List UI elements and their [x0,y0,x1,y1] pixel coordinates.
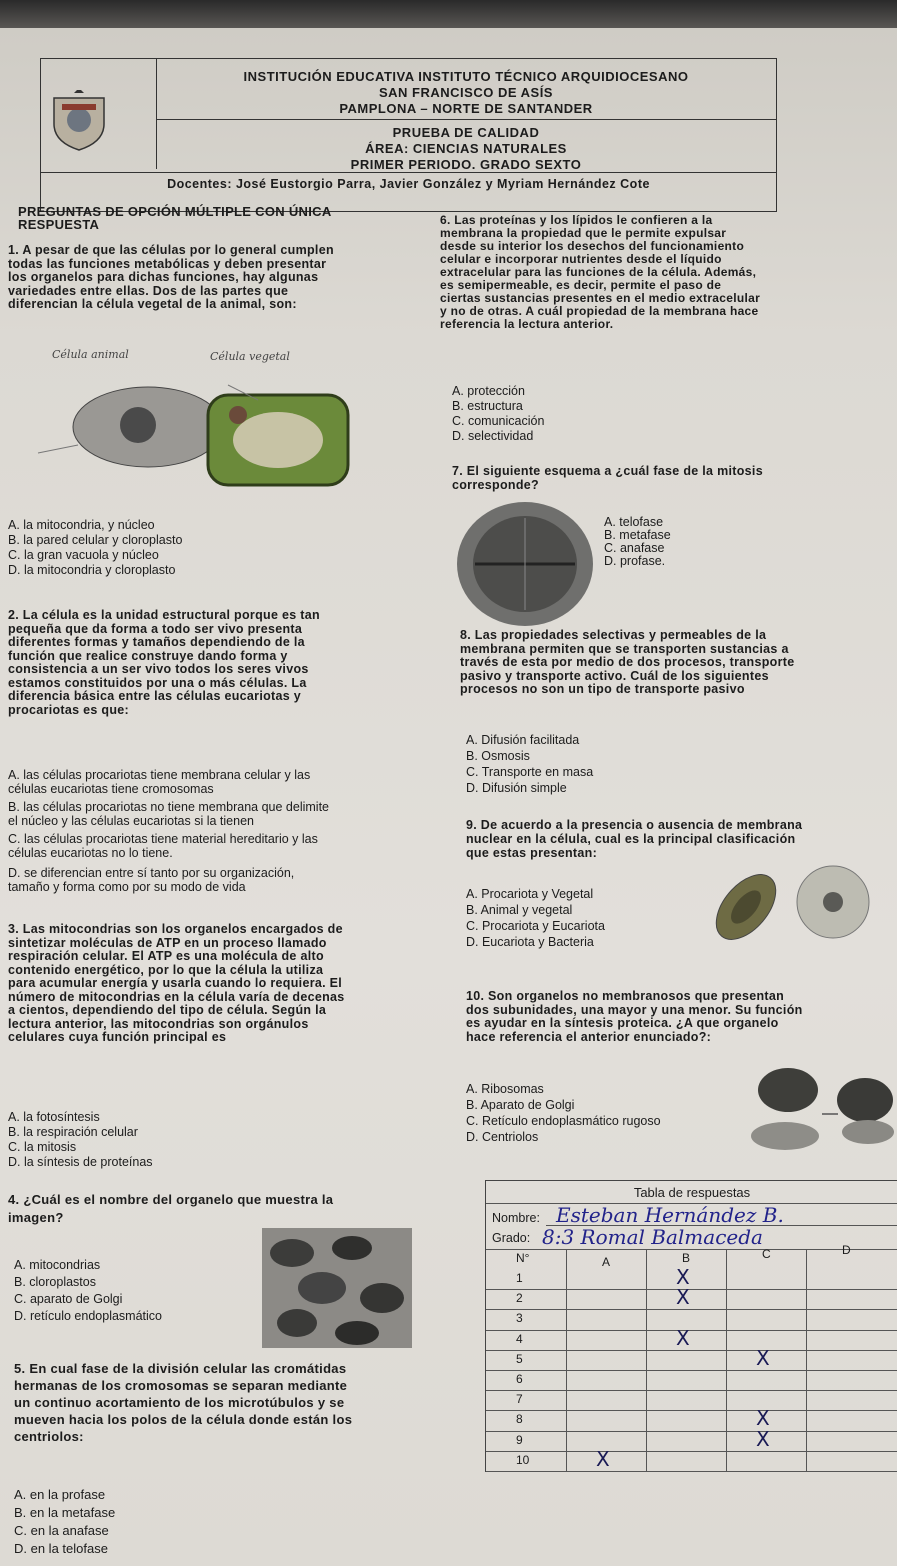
q8-option-c[interactable]: C. Transporte en masa [466,765,594,779]
grade-label: Grado: [492,1231,531,1245]
q6-option-c[interactable]: C. comunicación [452,414,545,428]
answer-row-number: 8 [516,1412,523,1427]
q2-option-d[interactable]: D. se diferencian entre sí tanto por su organización, [8,866,295,880]
q3-option-a[interactable]: A. la fotosíntesis [8,1110,100,1124]
answer-table-title: Tabla de respuestas [633,1185,751,1200]
answer-mark[interactable]: X [756,1406,770,1431]
answer-row-number: 2 [516,1291,523,1306]
q9-option-c[interactable]: C. Procariota y Eucariota [466,919,605,933]
header-test: PRUEBA DE CALIDAD [392,125,540,140]
answer-row-rule [486,1451,897,1452]
q9-option-d[interactable]: D. Eucariota y Bacteria [466,935,594,949]
instructions-title: PREGUNTAS DE OPCIÓN MÚLTIPLE CON ÚNICA [18,204,332,219]
q2-option-a-cont: células eucariotas tiene cromosomas [8,782,214,796]
mitosis-diagram-image [445,498,605,638]
question-7-text: 7. El siguiente esquema a ¿cuál fase de la mitosis corresponde? [452,464,763,492]
answer-mark[interactable]: X [756,1345,770,1370]
answer-table-col-line [726,1249,727,1471]
grade-value[interactable]: 8:3 Romal Balmaceda [542,1225,763,1249]
answer-table-rule [486,1249,897,1250]
answer-row-rule [486,1309,897,1310]
answer-table-col-line [646,1249,647,1471]
q4-option-c[interactable]: C. aparato de Golgi [14,1292,123,1306]
question-1-text: 1. A pesar de que las células por lo general cumplen todas las funciones metabólicas y deben presentar los organelos para dichas funciones, hay algunas variedades entre ellas. Dos de las partes que diferencian la célula vegetal de la animal, son: [8,243,334,311]
question-8-text: 8. Las propiedades selectivas y permeables de la membrana permiten que se transporten sustancias a través de esta por medio de dos procesos, transporte pasivo y transporte activo. Cuál de los siguientes procesos no son un tipo de transporte pasivo [460,628,795,696]
answer-row-rule [486,1471,897,1472]
answer-mark[interactable]: X [676,1325,690,1350]
answer-row-number: 6 [516,1372,523,1386]
header-divider [41,172,776,173]
col-header-c: C [762,1247,771,1261]
cell-diagram-image [28,365,358,505]
col-header-d: D [842,1243,851,1257]
answer-row-rule [486,1330,897,1331]
question-9-text: 9. De acuerdo a la presencia o ausencia de membrana nuclear en la célula, cual es la principal clasificación que estas presentan: [466,818,803,860]
header-period: PRIMER PERIODO. GRADO SEXTO [350,157,582,172]
answer-row-rule [486,1289,897,1290]
q7-option-c[interactable]: C. anafase [604,541,665,555]
header-institution: INSTITUCIÓN EDUCATIVA INSTITUTO TÉCNICO ARQUIDIOCESANO [243,69,689,84]
q3-option-d[interactable]: D. la síntesis de proteínas [8,1155,153,1169]
question-6-text: 6. Las proteínas y los lípidos le confieren a la membrana la propiedad que le permite expulsar desde su interior los desechos del funcionamiento celular e incorporar nutrientes desde el líquido extracelular para las funciones de la célula. Además, es semipermeable, es decir, permite el paso de ciertas sustancias presentes en el medio extracelular y no de otras. A cuál propiedad de la membrana hace referencia la lectura anterior. [440,213,761,331]
q6-option-b[interactable]: B. estructura [452,399,523,413]
answer-mark[interactable]: X [756,1426,770,1451]
answer-table [485,1180,897,1472]
q8-option-a[interactable]: A. Difusión facilitada [466,733,580,747]
answer-table-col-line [806,1249,807,1471]
answer-row-number: 7 [516,1392,523,1407]
q10-option-b[interactable]: B. Aparato de Golgi [466,1098,575,1112]
col-header-a: A [602,1255,611,1269]
q1-option-a[interactable]: A. la mitocondria, y núcleo [8,518,155,532]
header-area: ÁREA: CIENCIAS NATURALES [365,141,567,156]
answer-row-rule [486,1370,897,1371]
answer-row-rule [486,1390,897,1391]
answer-row-number: 1 [516,1271,523,1285]
q10-option-a[interactable]: A. Ribosomas [466,1082,544,1096]
col-header-b: B [682,1251,691,1265]
answer-row-rule [486,1350,897,1351]
q3-option-b[interactable]: B. la respiración celular [8,1125,138,1139]
ribosome-diagram-image [740,1062,897,1154]
col-header-n: N° [516,1251,530,1265]
q4-option-d[interactable]: D. retículo endoplasmático [14,1309,162,1323]
question-3-text: 3. Las mitocondrias son los organelos encargados de sintetizar moléculas de ATP en un proceso llamado respiración celular. El ATP es una molécula de alto contenido energético, por lo que la célula la utiliza para acumular energía y usarla cuando lo requiera. El número de mitocondrias en la célula varía de decenas a cientos, dependiendo del tipo de célula. Según la lectura anterior, las mitocondrias son orgánulos celulares cuya función principal es [8,922,345,1044]
q10-option-c[interactable]: C. Retículo endoplasmático rugoso [466,1114,661,1128]
q6-option-a[interactable]: A. protección [452,384,525,398]
label-plant-cell: Célula vegetal [210,350,290,363]
q2-option-a[interactable]: A. las células procariotas tiene membrana celular y las [8,768,311,782]
answer-row-number: 3 [516,1311,523,1326]
q4-option-a[interactable]: A. mitocondrias [14,1258,101,1272]
cell-types-image [708,862,878,957]
answer-row-number: 4 [516,1331,523,1346]
answer-row-number: 10 [516,1452,530,1467]
q10-option-d[interactable]: D. Centriolos [466,1130,539,1144]
answer-mark[interactable]: X [676,1285,690,1310]
q2-option-b[interactable]: B. las células procariotas no tiene membrana que delimite [8,800,330,814]
question-5-text: 5. En cual fase de la división celular las cromátidas hermanas de los cromosomas se separan mediante un continuo acortamiento de los microtúbulos y se mueven hacia los polos de la célula donde están los centriolos: [14,1361,353,1444]
name-value[interactable]: Esteban Hernández B. [556,1203,784,1227]
q7-option-b[interactable]: B. metafase [604,528,671,542]
answer-mark[interactable]: X [676,1265,690,1289]
q7-option-d[interactable]: D. profase. [604,554,666,568]
q7-option-a[interactable]: A. telofase [604,515,664,529]
label-animal-cell: Célula animal [52,348,129,361]
answer-row-rule [486,1410,897,1411]
q1-option-c[interactable]: C. la gran vacuola y núcleo [8,548,159,562]
q5-option-d[interactable]: D. en la telofase [14,1541,108,1556]
header-city: PAMPLONA – NORTE DE SANTANDER [339,101,593,116]
q1-option-b[interactable]: B. la pared celular y cloroplasto [8,533,183,547]
q4-option-b[interactable]: B. cloroplastos [14,1275,96,1289]
q9-option-b[interactable]: B. Animal y vegetal [466,903,573,917]
question-10-text: 10. Son organelos no membranosos que presentan dos subunidades, una mayor y una menor. Su función es ayudar en la síntesis proteica. ¿A que organelo hace referencia el anterior enunciado?: [466,989,803,1044]
answer-row-rule [486,1431,897,1432]
q6-option-d[interactable]: D. selectividad [452,429,534,443]
q5-option-b[interactable]: B. en la metafase [14,1505,116,1520]
q3-option-c[interactable]: C. la mitosis [8,1140,77,1154]
q2-option-c-cont: células eucariotas no lo tiene. [8,846,173,860]
name-label: Nombre: [492,1211,540,1225]
header-school: SAN FRANCISCO DE ASÍS [379,85,553,100]
exam-header [40,58,777,212]
header-divider [156,119,776,120]
question-4-text: 4. ¿Cuál es el nombre del organelo que muestra la imagen? [8,1192,334,1225]
q8-option-b[interactable]: B. Osmosis [466,749,530,763]
answer-table-col-line [566,1249,567,1471]
q2-option-c[interactable]: C. las células procariotas tiene material hereditario y las [8,832,318,846]
header-teachers: Docentes: José Eustorgio Parra, Javier González y Myriam Hernández Cote [167,177,650,191]
q2-option-d-cont: tamaño y forma como por su modo de vida [8,880,246,894]
q2-option-b-cont: el núcleo y las células eucariotas si la tienen [8,814,254,828]
q5-option-c[interactable]: C. en la anafase [14,1523,109,1538]
q5-option-a[interactable]: A. en la profase [14,1487,106,1502]
school-crest-logo [44,90,114,152]
question-2-text: 2. La célula es la unidad estructural porque es tan pequeña que da forma a todo ser vivo presenta diferentes formas y tamaños dependiendo de la función que realice construye dando forma y consistencia a un ser vivo todos los seres vivos estamos constituidos por una o más células. La diferencia básica entre las células eucariotas y procariotas es que: [8,608,320,717]
answer-row-number: 5 [516,1351,523,1366]
q8-option-d[interactable]: D. Difusión simple [466,781,567,795]
instructions-title-2: RESPUESTA [18,217,100,232]
answer-row-number: 9 [516,1432,523,1447]
organelle-micrograph-image [262,1228,412,1348]
answer-mark[interactable]: X [596,1446,610,1471]
q1-option-d[interactable]: D. la mitocondria y cloroplasto [8,563,176,577]
q9-option-a[interactable]: A. Procariota y Vegetal [466,887,594,901]
